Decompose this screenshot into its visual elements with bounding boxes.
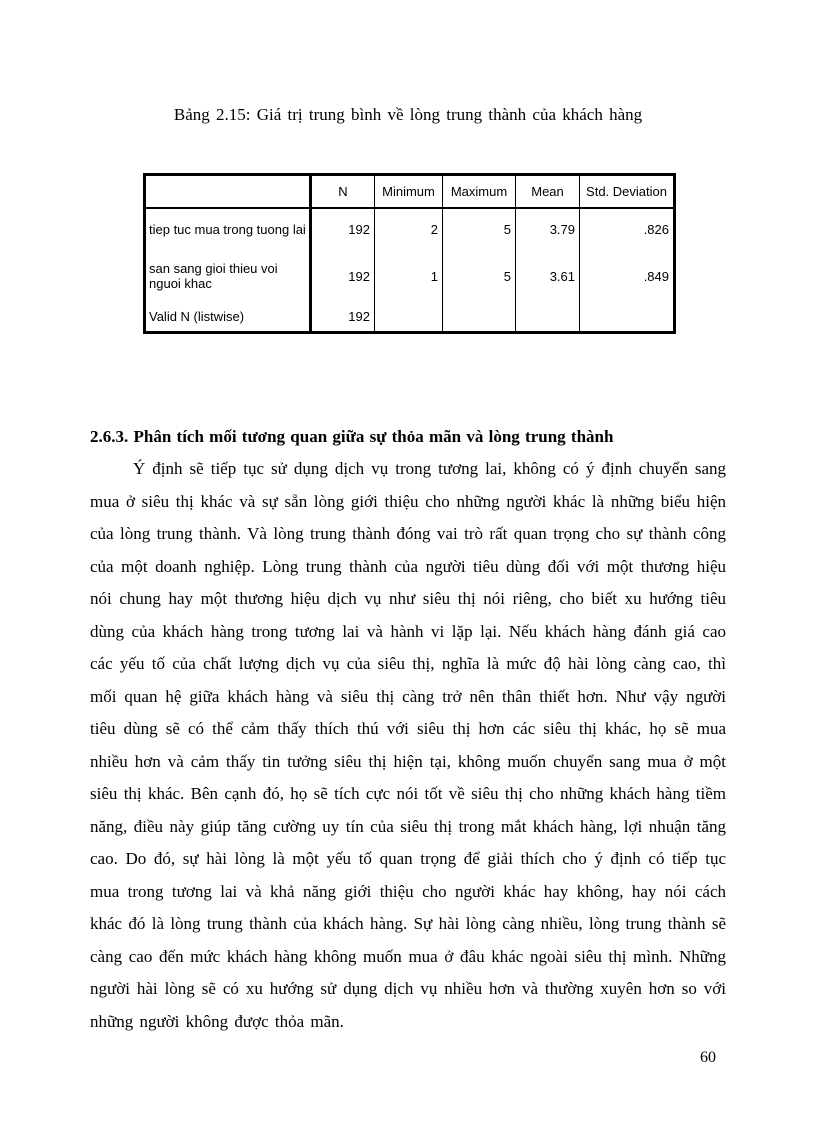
table-header-maximum: Maximum (443, 175, 516, 209)
cell-minimum: 1 (375, 250, 443, 302)
cell-n: 192 (311, 250, 375, 302)
cell-maximum: 5 (443, 208, 516, 250)
body-paragraph: Ý định sẽ tiếp tục sử dụng dịch vụ trong tương lai, không có ý định chuyển sang mua ở siêu thị khác và sự sẵn lòng giới thiệu cho những người khác là những biểu hiện của lòng trung thành. Và lòng trung thành đóng vai trò rất quan trọng cho sự thành công của một doanh nghiệp. Lòng trung thành của người tiêu dùng đối với một thương hiệu nói chung hay một thương hiệu dịch vụ như siêu thị nói riêng, cho biết xu hướng tiêu dùng của khách hàng trong tương lai và hành vi lặp lại. Nếu khách hàng đánh giá cao các yếu tố của chất lượng dịch vụ của siêu thị, nghĩa là mức độ hài lòng càng cao, thì mối quan hệ giữa khách hàng và siêu thị càng trở nên thân thiết hơn. Như vậy người tiêu dùng sẽ có thể cảm thấy thích thú với siêu thị hơn các siêu thị khác, họ sẽ mua nhiều hơn và cảm thấy tin tưởng siêu thị hiện tại, không muốn chuyển sang mua ở một siêu thị khác. Bên cạnh đó, họ sẽ tích cực nói tốt về siêu thị cho những khách hàng tiềm năng, điều này giúp tăng cường uy tín của siêu thị trong mắt khách hàng, lợi nhuận tăng cao. Do đó, sự hài lòng là một yếu tố quan trọng để giải thích cho ý định có tiếp tục mua trong tương lai và khả năng giới thiệu cho người khác hay không, hay nói cách khác đó là lòng trung thành của khách hàng. Sự hài lòng càng nhiều, lòng trung thành sẽ càng cao đến mức khách hàng không muốn mua ở đâu khác ngoài siêu thị mình. Những người hài lòng sẽ có xu hướng sử dụng dịch vụ nhiều hơn và thường xuyên hơn so với những người không được thỏa mãn. (90, 459, 726, 1031)
cell-maximum (443, 302, 516, 333)
table-header-row (145, 175, 675, 209)
cell-maximum: 5 (443, 250, 516, 302)
table-header-minimum: Minimum (375, 175, 443, 209)
statistics-table-container (143, 173, 726, 334)
cell-mean: 3.61 (516, 250, 580, 302)
cell-minimum (375, 302, 443, 333)
page-number: 60 (700, 1049, 716, 1066)
table-header-std-deviation: Std. Deviation (580, 175, 675, 209)
row-label: san sang gioi thieu voi nguoi khac (149, 261, 278, 291)
table-header-mean: Mean (516, 175, 580, 209)
table-header-n: N (311, 175, 375, 209)
cell-minimum: 2 (375, 208, 443, 250)
row-label: tiep tuc mua trong tuong lai (149, 222, 306, 237)
table-caption: Bảng 2.15: Giá trị trung bình về lòng trung thành của khách hàng (173, 105, 643, 124)
cell-std-deviation (580, 302, 675, 333)
page-content (0, 104, 816, 1038)
table-header-empty (145, 175, 311, 209)
cell-n: 192 (311, 208, 375, 250)
row-label: Valid N (listwise) (149, 309, 245, 324)
section-heading: 2.6.3. Phân tích mối tương quan giữa sự thỏa mãn và lòng trung thành (90, 427, 614, 446)
cell-std-deviation: .849 (580, 250, 675, 302)
cell-std-deviation: .826 (580, 208, 675, 250)
cell-mean: 3.79 (516, 208, 580, 250)
cell-n: 192 (311, 302, 375, 333)
table-row (145, 250, 675, 302)
table-row (145, 208, 675, 250)
cell-mean (516, 302, 580, 333)
table-row (145, 302, 675, 333)
descriptive-statistics-table (143, 173, 676, 334)
